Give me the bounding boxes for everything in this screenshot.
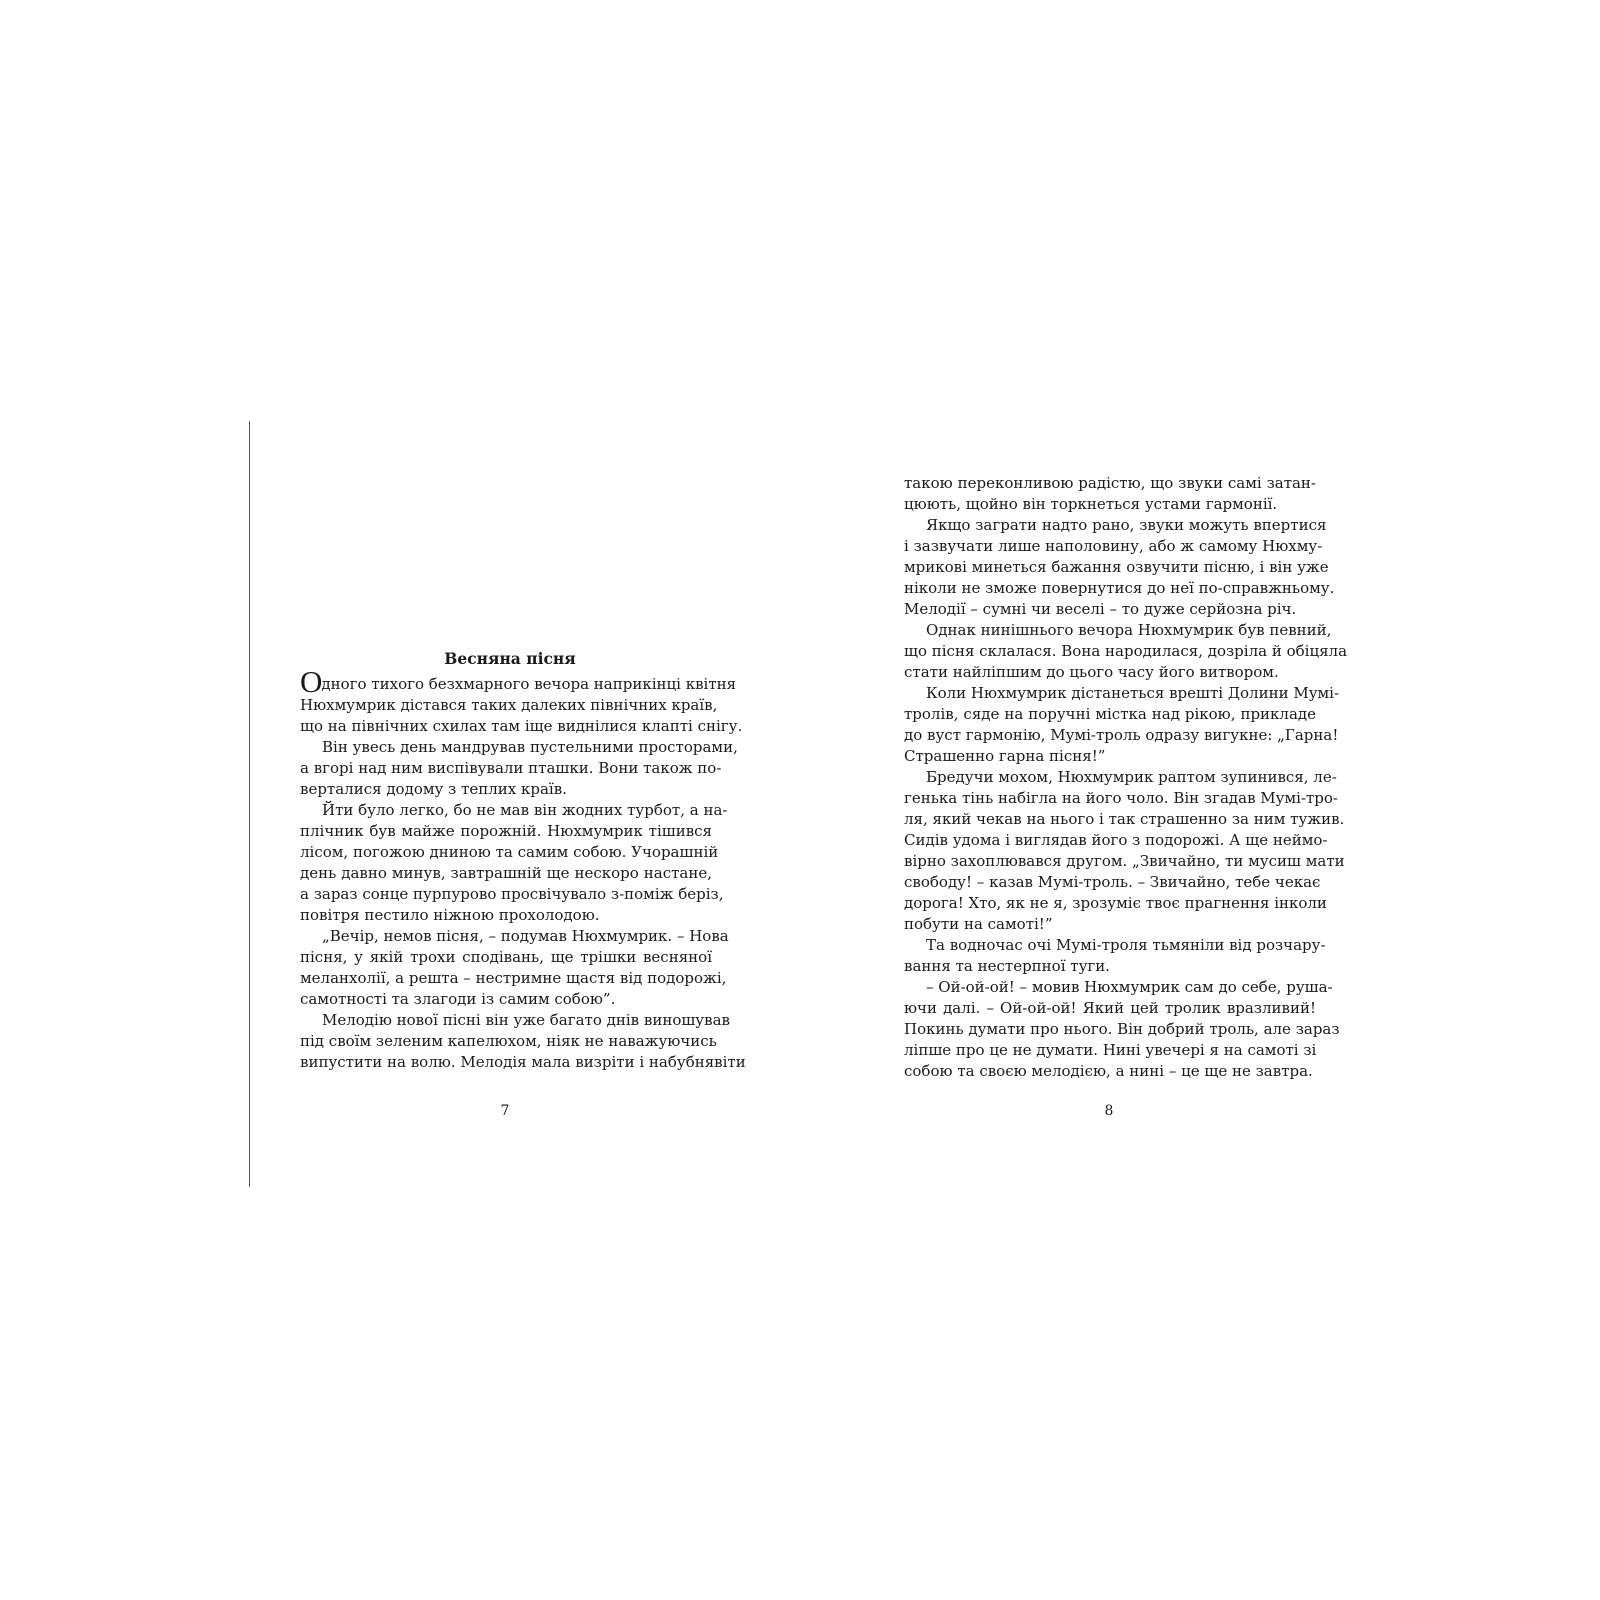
- text-line-content: стати найліпшим до цього часу його витвором.: [904, 663, 1279, 681]
- text-line: [904, 557, 1329, 578]
- text-line: [300, 947, 712, 968]
- text-line-content: до вуст гармонію, Мумі-троль одразу вигукне: „Гарна!: [904, 726, 1339, 744]
- text-line: [300, 1010, 730, 1031]
- text-line: [300, 664, 737, 699]
- text-line: [904, 515, 1327, 536]
- text-line-content: під своїм зеленим капелюхом, ніяк не наважуючись: [300, 1032, 717, 1050]
- text-line-content: а вгорі над ним виспівували пташки. Вони також по-: [300, 759, 722, 777]
- text-line-content: і зазвучати лише наполовину, або ж самому Нюхму-: [904, 537, 1323, 555]
- text-line-content: побути на самоті!”: [904, 915, 1053, 933]
- text-line: [904, 914, 1316, 935]
- text-line: [904, 704, 1316, 725]
- text-line: [904, 641, 1348, 662]
- text-line: [300, 926, 729, 947]
- text-line-content: Коли Нюхмумрик дістанеться врешті Долини Мумі-: [926, 684, 1340, 702]
- text-line: [904, 977, 1333, 998]
- text-line-content: мрикові минеться бажання озвучити пісню, і він уже: [904, 558, 1329, 576]
- text-line: [904, 725, 1339, 746]
- text-line-content: цюють, щойно він торкнеться устами гармонії.: [904, 495, 1278, 513]
- text-line: [904, 956, 1316, 977]
- text-line-content: Однак нинішнього вечора Нюхмумрик був певний,: [926, 621, 1332, 639]
- text-line-content: Сидів удома і виглядав його з подорожі. А ще неймо-: [904, 831, 1328, 849]
- text-line: [904, 935, 1326, 956]
- text-line-content: Покинь думати про нього. Він добрий троль, але зараз: [904, 1020, 1340, 1038]
- text-line-content: ля, який чекав на нього і так страшенно за ним тужив.: [904, 810, 1345, 828]
- text-line: [904, 1061, 1316, 1082]
- text-line-content: Страшенно гарна пісня!”: [904, 747, 1106, 765]
- text-line: [904, 1040, 1316, 1061]
- text-line-content: Бредучи мохом, Нюхмумрик раптом зупинився, ле-: [926, 768, 1337, 786]
- text-line-content: Мелодії – сумні чи веселі – то дуже серйозна річ.: [904, 600, 1297, 618]
- text-line-content: пісня, у якій трохи сподівань, ще трішки весняної: [300, 948, 712, 966]
- right-page-text: [904, 473, 1348, 1082]
- text-line: [904, 998, 1316, 1019]
- right-page: [904, 473, 1348, 1082]
- page-number-left: 7: [500, 1103, 510, 1119]
- text-line-content: меланхолії, а решта – нестримне щастя від подорожі,: [300, 969, 727, 987]
- text-line: [300, 1052, 746, 1073]
- text-line: [904, 893, 1327, 914]
- text-line-content: повітря пестило ніжною прохолодою.: [300, 906, 600, 924]
- text-line: [300, 905, 712, 926]
- text-line: [904, 578, 1335, 599]
- text-line-content: дного тихого безхмарного вечора наприкінці квітня: [321, 675, 737, 693]
- text-line: [904, 788, 1338, 809]
- text-line-content: Йти було легко, бо не мав він жодних турбот, а на-: [322, 801, 728, 819]
- text-line: [300, 884, 724, 905]
- text-line: [300, 695, 718, 716]
- text-line: [300, 989, 712, 1010]
- text-line-content: що пісня склалася. Вона народилася, дозріла й обіцяла: [904, 642, 1348, 660]
- text-line-content: Та водночас очі Мумі-троля тьмяніли від розчару-: [926, 936, 1326, 954]
- text-line: [904, 830, 1328, 851]
- text-line: [300, 968, 727, 989]
- text-line-content: випустити на волю. Мелодія мала визріти і набубнявіти: [300, 1053, 746, 1071]
- chapter-title: Весняна пісня: [444, 649, 576, 668]
- text-line-content: плічник був майже порожній. Нюхмумрик тішився: [300, 822, 712, 840]
- text-line: [904, 473, 1316, 494]
- text-line: [300, 758, 722, 779]
- text-line: [300, 1031, 717, 1052]
- text-line-content: Якщо заграти надто рано, звуки можуть впертися: [926, 516, 1327, 534]
- text-line-content: ніколи не зможе повернутися до неї по-справжньому.: [904, 579, 1335, 597]
- text-line-content: Нюхмумрик дістався таких далеких північних країв,: [300, 696, 718, 714]
- text-line-content: вання та нестерпної туги.: [904, 957, 1111, 975]
- text-line: [904, 809, 1345, 830]
- text-line: [904, 872, 1321, 893]
- text-line: [300, 779, 712, 800]
- page-number-right: 8: [1104, 1103, 1114, 1119]
- text-line-content: собою та своєю мелодією, а нині – це ще не завтра.: [904, 1062, 1313, 1080]
- left-page-text: [300, 664, 746, 1073]
- text-line-content: що на північних схилах там іще виднілися клапті снігу.: [300, 717, 743, 735]
- text-line-content: день давно минув, завтрашній ще нескоро настане,: [300, 864, 712, 882]
- text-line-content: а зараз сонце пурпурово просвічувало з-поміж беріз,: [300, 885, 724, 903]
- text-line-content: ючи далі. – Ой-ой-ой! Який цей тролик вразливий!: [904, 999, 1316, 1017]
- text-line: [904, 620, 1332, 641]
- text-line-content: лісом, погожою дниною та самим собою. Учорашній: [300, 843, 719, 861]
- text-line-content: Він увесь день мандрував пустельними просторами,: [322, 738, 738, 756]
- text-line: [300, 716, 743, 737]
- text-line: [904, 746, 1316, 767]
- text-line-content: свободу! – казав Мумі-троль. – Звичайно, тебе чекає: [904, 873, 1321, 891]
- text-line: [904, 851, 1345, 872]
- text-line: [904, 767, 1337, 788]
- text-line: [904, 494, 1316, 515]
- text-line-content: самотності та злагоди із самим собою”.: [300, 990, 616, 1008]
- text-line-content: вірно захоплювався другом. „Звичайно, ти мусиш мати: [904, 852, 1345, 870]
- text-line: [904, 662, 1316, 683]
- drop-cap: О: [300, 664, 323, 699]
- text-line-content: – Ой-ой-ой! – мовив Нюхмумрик сам до себе, руша-: [926, 978, 1333, 996]
- text-line-content: такою переконливою радістю, що звуки самі затан-: [904, 474, 1316, 492]
- text-line: [300, 863, 712, 884]
- book-edge-line: [249, 421, 250, 1187]
- text-line: [904, 1019, 1340, 1040]
- text-line: [300, 842, 719, 863]
- left-page: [300, 648, 746, 1073]
- text-line-content: „Вечір, немов пісня, – подумав Нюхмумрик. – Нова: [322, 927, 729, 945]
- text-line: [300, 800, 728, 821]
- text-line: [300, 737, 738, 758]
- text-line-content: дорога! Хто, як не я, зрозуміє твоє прагнення інколи: [904, 894, 1327, 912]
- text-line-content: тролів, сяде на поручні містка над рікою, прикладе: [904, 705, 1316, 723]
- text-line: [904, 683, 1340, 704]
- text-line: [300, 821, 712, 842]
- text-line-content: ліпше про це не думати. Нині увечері я на самоті зі: [904, 1041, 1317, 1059]
- text-line: [904, 599, 1316, 620]
- text-line: [904, 536, 1323, 557]
- text-line-content: Мелодію нової пісні він уже багато днів виношував: [322, 1011, 730, 1029]
- text-line-content: верталися додому з теплих країв.: [300, 780, 567, 798]
- text-line-content: генька тінь набігла на його чоло. Він згадав Мумі-тро-: [904, 789, 1338, 807]
